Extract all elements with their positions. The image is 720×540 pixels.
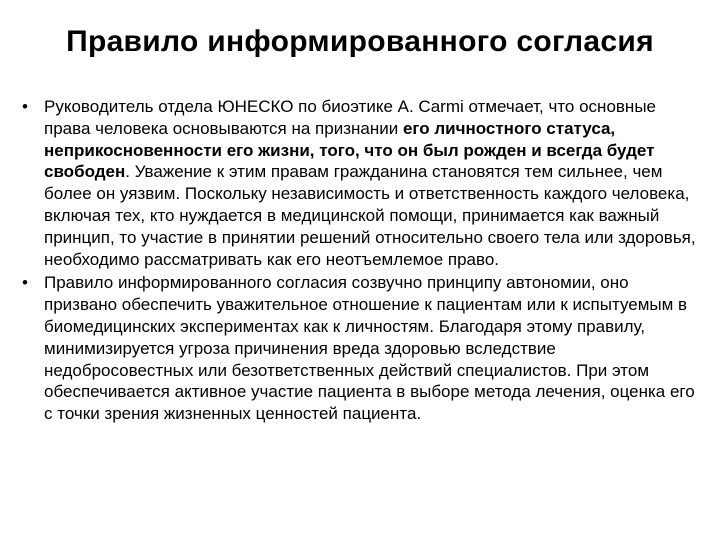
bullet-1-bold-text: его личностного статуса, неприкосновенности его жизни, того, что он был рожден и всегда будет свободен [44,118,655,182]
bullet-dot-icon: • [22,97,28,116]
bullet-1-text-start: Руководитель отдела ЮНЕСКО по биоэтике А. Carmi отмечает, что основные права человека основываются на признании [44,97,656,138]
bullet-2-text: Правило информированного согласия созвучно принципу автономии, оно призвано обеспечить уважительное отношение к пациентам или к испытуемым в биомедицинских экспериментах как к личностям. Благодаря этому правилу, минимизируется угроза причинения вреда здоровью вследствие недобросовестных или безответственных действий специалистов. При этом обеспечивается активное участие пациента в выборе метода лечения, оценка его с точки зрения жизненных ценностей пациента. [44,273,695,424]
bullet-item-carmi [20,96,704,270]
bullet-1-text-end: . Уважение к этим правам гражданина становятся тем сильнее, чем более он уязвим. Поскольку независимость и ответственность каждого человека, включая тех, кто нуждается в медицинской помощи, принимается как важный принцип, то участие в принятии решений относительно своего тела или здоровья, необходимо рассматривать как его неотъемлемое право. [44,162,696,269]
bullet-dot-icon: • [22,273,28,293]
slide-title: Правило информированного согласия [66,25,654,58]
bullet-list [20,96,704,427]
bullet-item-informed-consent [20,272,704,425]
